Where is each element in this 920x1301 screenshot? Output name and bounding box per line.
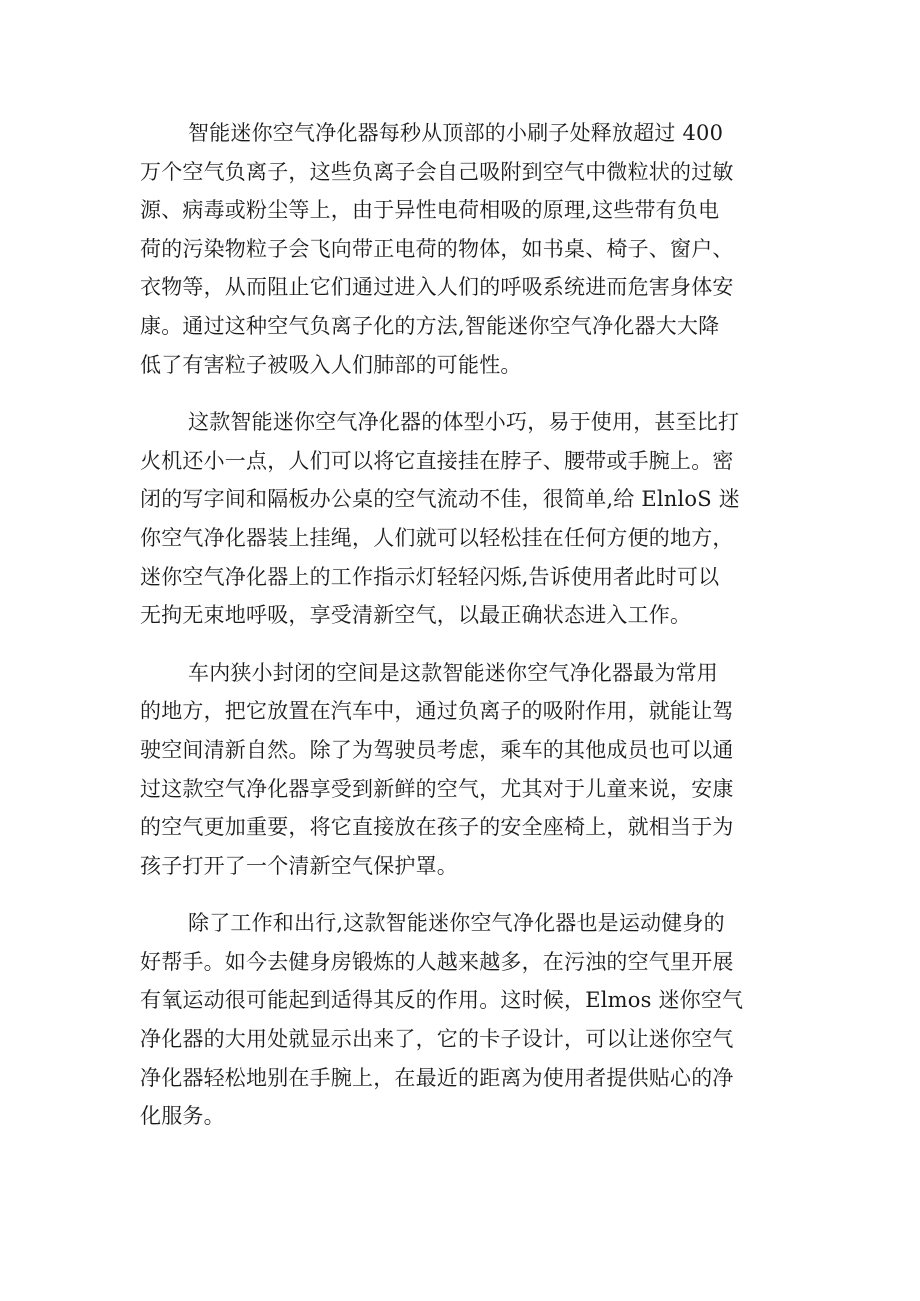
- text-line: 低了有害粒子被吸入人们肺部的可能性。: [140, 352, 522, 377]
- text-line: 净化器的大用处就显示出来了，它的卡子设计，可以让迷你空气: [140, 1027, 734, 1052]
- text-line: 万个空气负离子，这些负离子会自己吸附到空气中微粒状的过敏: [140, 159, 734, 184]
- text-line: 的地方，把它放置在汽车中，通过负离子的吸附作用，就能让驾: [140, 699, 734, 724]
- text-line: 车内狭小封闭的空间是这款智能迷你空气净化器最为常用: [188, 660, 718, 685]
- text-line: 你空气净化器装上挂绳，人们就可以轻松挂在任何方便的地方，: [140, 525, 734, 550]
- text-line: 过这款空气净化器享受到新鲜的空气，尤其对于儿童来说，安康: [140, 776, 734, 801]
- text-line: 闭的写字间和隔板办公桌的空气流动不佳，很简单,给 ElnloS 迷: [140, 487, 740, 512]
- text-line: 衣物等，从而阻止它们通过进入人们的呼吸系统进而危害身体安: [140, 275, 734, 300]
- text-line: 智能迷你空气净化器每秒从顶部的小刷子处释放超过 400: [188, 121, 724, 145]
- paragraph-4: [140, 904, 800, 1136]
- paragraph-2: [140, 403, 800, 635]
- document-body: [140, 114, 800, 1155]
- text-line: 无拘无束地呼吸，享受清新空气，以最正确状态进入工作。: [140, 603, 692, 628]
- text-line: 迷你空气净化器上的工作指示灯轻轻闪烁,告诉使用者此时可以: [140, 564, 720, 589]
- text-line: 的空气更加重要，将它直接放在孩子的安全座椅上，就相当于为: [140, 815, 734, 840]
- text-line: 孩子打开了一个清新空气保护罩。: [140, 853, 458, 878]
- paragraph-1: [140, 114, 800, 384]
- text-line: 火机还小一点，人们可以将它直接挂在脖子、腰带或手腕上。密: [140, 448, 734, 473]
- paragraph-3: [140, 654, 800, 886]
- text-line: 有氧运动很可能起到适得其反的作用。这时候，Elmos 迷你空气: [140, 988, 744, 1013]
- text-line: 好帮手。如今去健身房锻炼的人越来越多，在污浊的空气里开展: [140, 949, 734, 974]
- text-line: 这款智能迷你空气净化器的体型小巧，易于使用，甚至比打: [188, 410, 740, 435]
- text-line: 荷的污染物粒子会飞向带正电荷的物体，如书桌、椅子、窗户、: [140, 236, 734, 261]
- text-line: 除了工作和出行,这款智能迷你空气净化器也是运动健身的: [188, 911, 725, 936]
- text-line: 源、病毒或粉尘等上，由于异性电荷相吸的原理,这些带有负电: [140, 198, 720, 223]
- text-line: 康。通过这种空气负离子化的方法,智能迷你空气净化器大大降: [140, 313, 720, 338]
- text-line: 驶空间清新自然。除了为驾驶员考虑，乘车的其他成员也可以通: [140, 737, 734, 762]
- text-line: 化服务。: [140, 1104, 225, 1129]
- text-line: 净化器轻松地别在手腕上，在最近的距离为使用者提供贴心的净: [140, 1065, 734, 1090]
